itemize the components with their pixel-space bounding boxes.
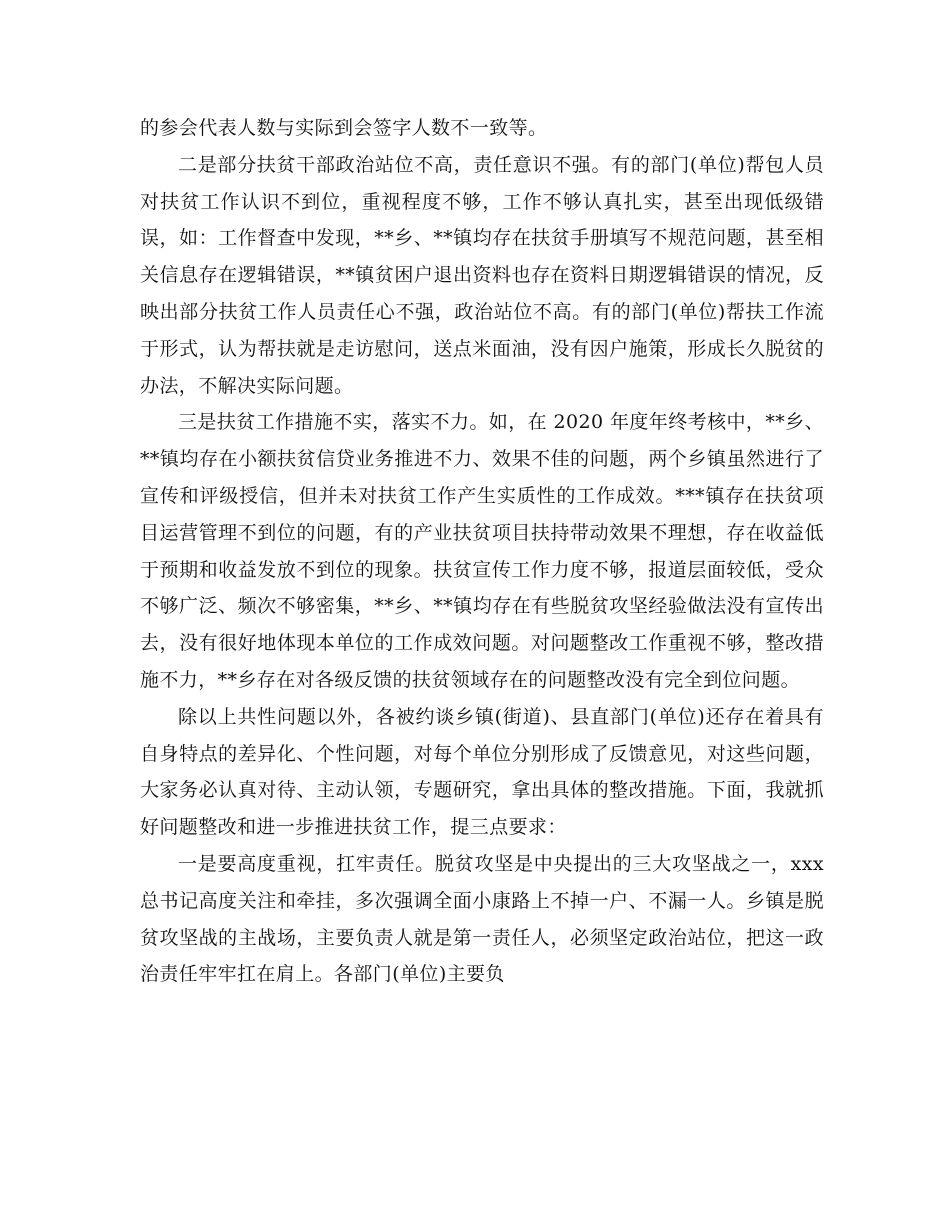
paragraph-5: 一是要高度重视，扛牢责任。脱贫攻坚是中央提出的三大攻坚战之一，xxx 总书记高度关注和牵挂，多次强调全面小康路上不掉一户、不漏一人。乡镇是脱贫攻坚战的主战场，主要负责人就是第一责任人，必须坚定政治站位，把这一政治责任牢牢扛在肩上。各部门(单位)主要负 bbox=[140, 852, 824, 986]
paragraph-4: 除以上共性问题以外，各被约谈乡镇(街道)、县直部门(单位)还存在着具有自身特点的差异化、个性问题，对每个单位分别形成了反馈意见，对这些问题，大家务必认真对待、主动认领，专题研究，拿出具体的整改措施。下面，我就抓好问题整改和进一步推进扶贫工作，提三点要求： bbox=[140, 705, 824, 839]
paragraph-2: 二是部分扶贫干部政治站位不高，责任意识不强。有的部门(单位)帮包人员对扶贫工作认识不到位，重视程度不够，工作不够认真扎实，甚至出现低级错误，如：工作督查中发现，**乡、**镇均存在扶贫手册填写不规范问题，甚至相关信息存在逻辑错误，**镇贫困户退出资料也存在资料日期逻辑错误的情况，反映出部分扶贫工作人员责任心不强，政治站位不高。有的部门(单位)帮扶工作流于形式，认为帮扶就是走访慰问，送点米面油，没有因户施策，形成长久脱贫的办法，不解决实际问题。 bbox=[140, 153, 824, 397]
document-page bbox=[140, 110, 824, 993]
paragraph-1: 的参会代表人数与实际到会签字人数不一致等。 bbox=[140, 117, 548, 139]
paragraph-3: 三是扶贫工作措施不实，落实不力。如，在 2020 年度年终考核中，**乡、**镇均存在小额扶贫信贷业务推进不力、效果不佳的问题，两个乡镇虽然进行了宣传和评级授信，但并未对扶贫工作产生实质性的工作成效。***镇存在扶贫项目运营管理不到位的问题，有的产业扶贫项目扶持带动效果不理想，存在收益低于预期和收益发放不到位的现象。扶贫宣传工作力度不够，报道层面较低，受众不够广泛、频次不够密集，**乡、**镇均存在有些脱贫攻坚经验做法没有宣传出去，没有很好地体现本单位的工作成效问题。对问题整改工作重视不够，整改措施不力，**乡存在对各级反馈的扶贫领域存在的问题整改没有完全到位问题。 bbox=[140, 411, 824, 691]
